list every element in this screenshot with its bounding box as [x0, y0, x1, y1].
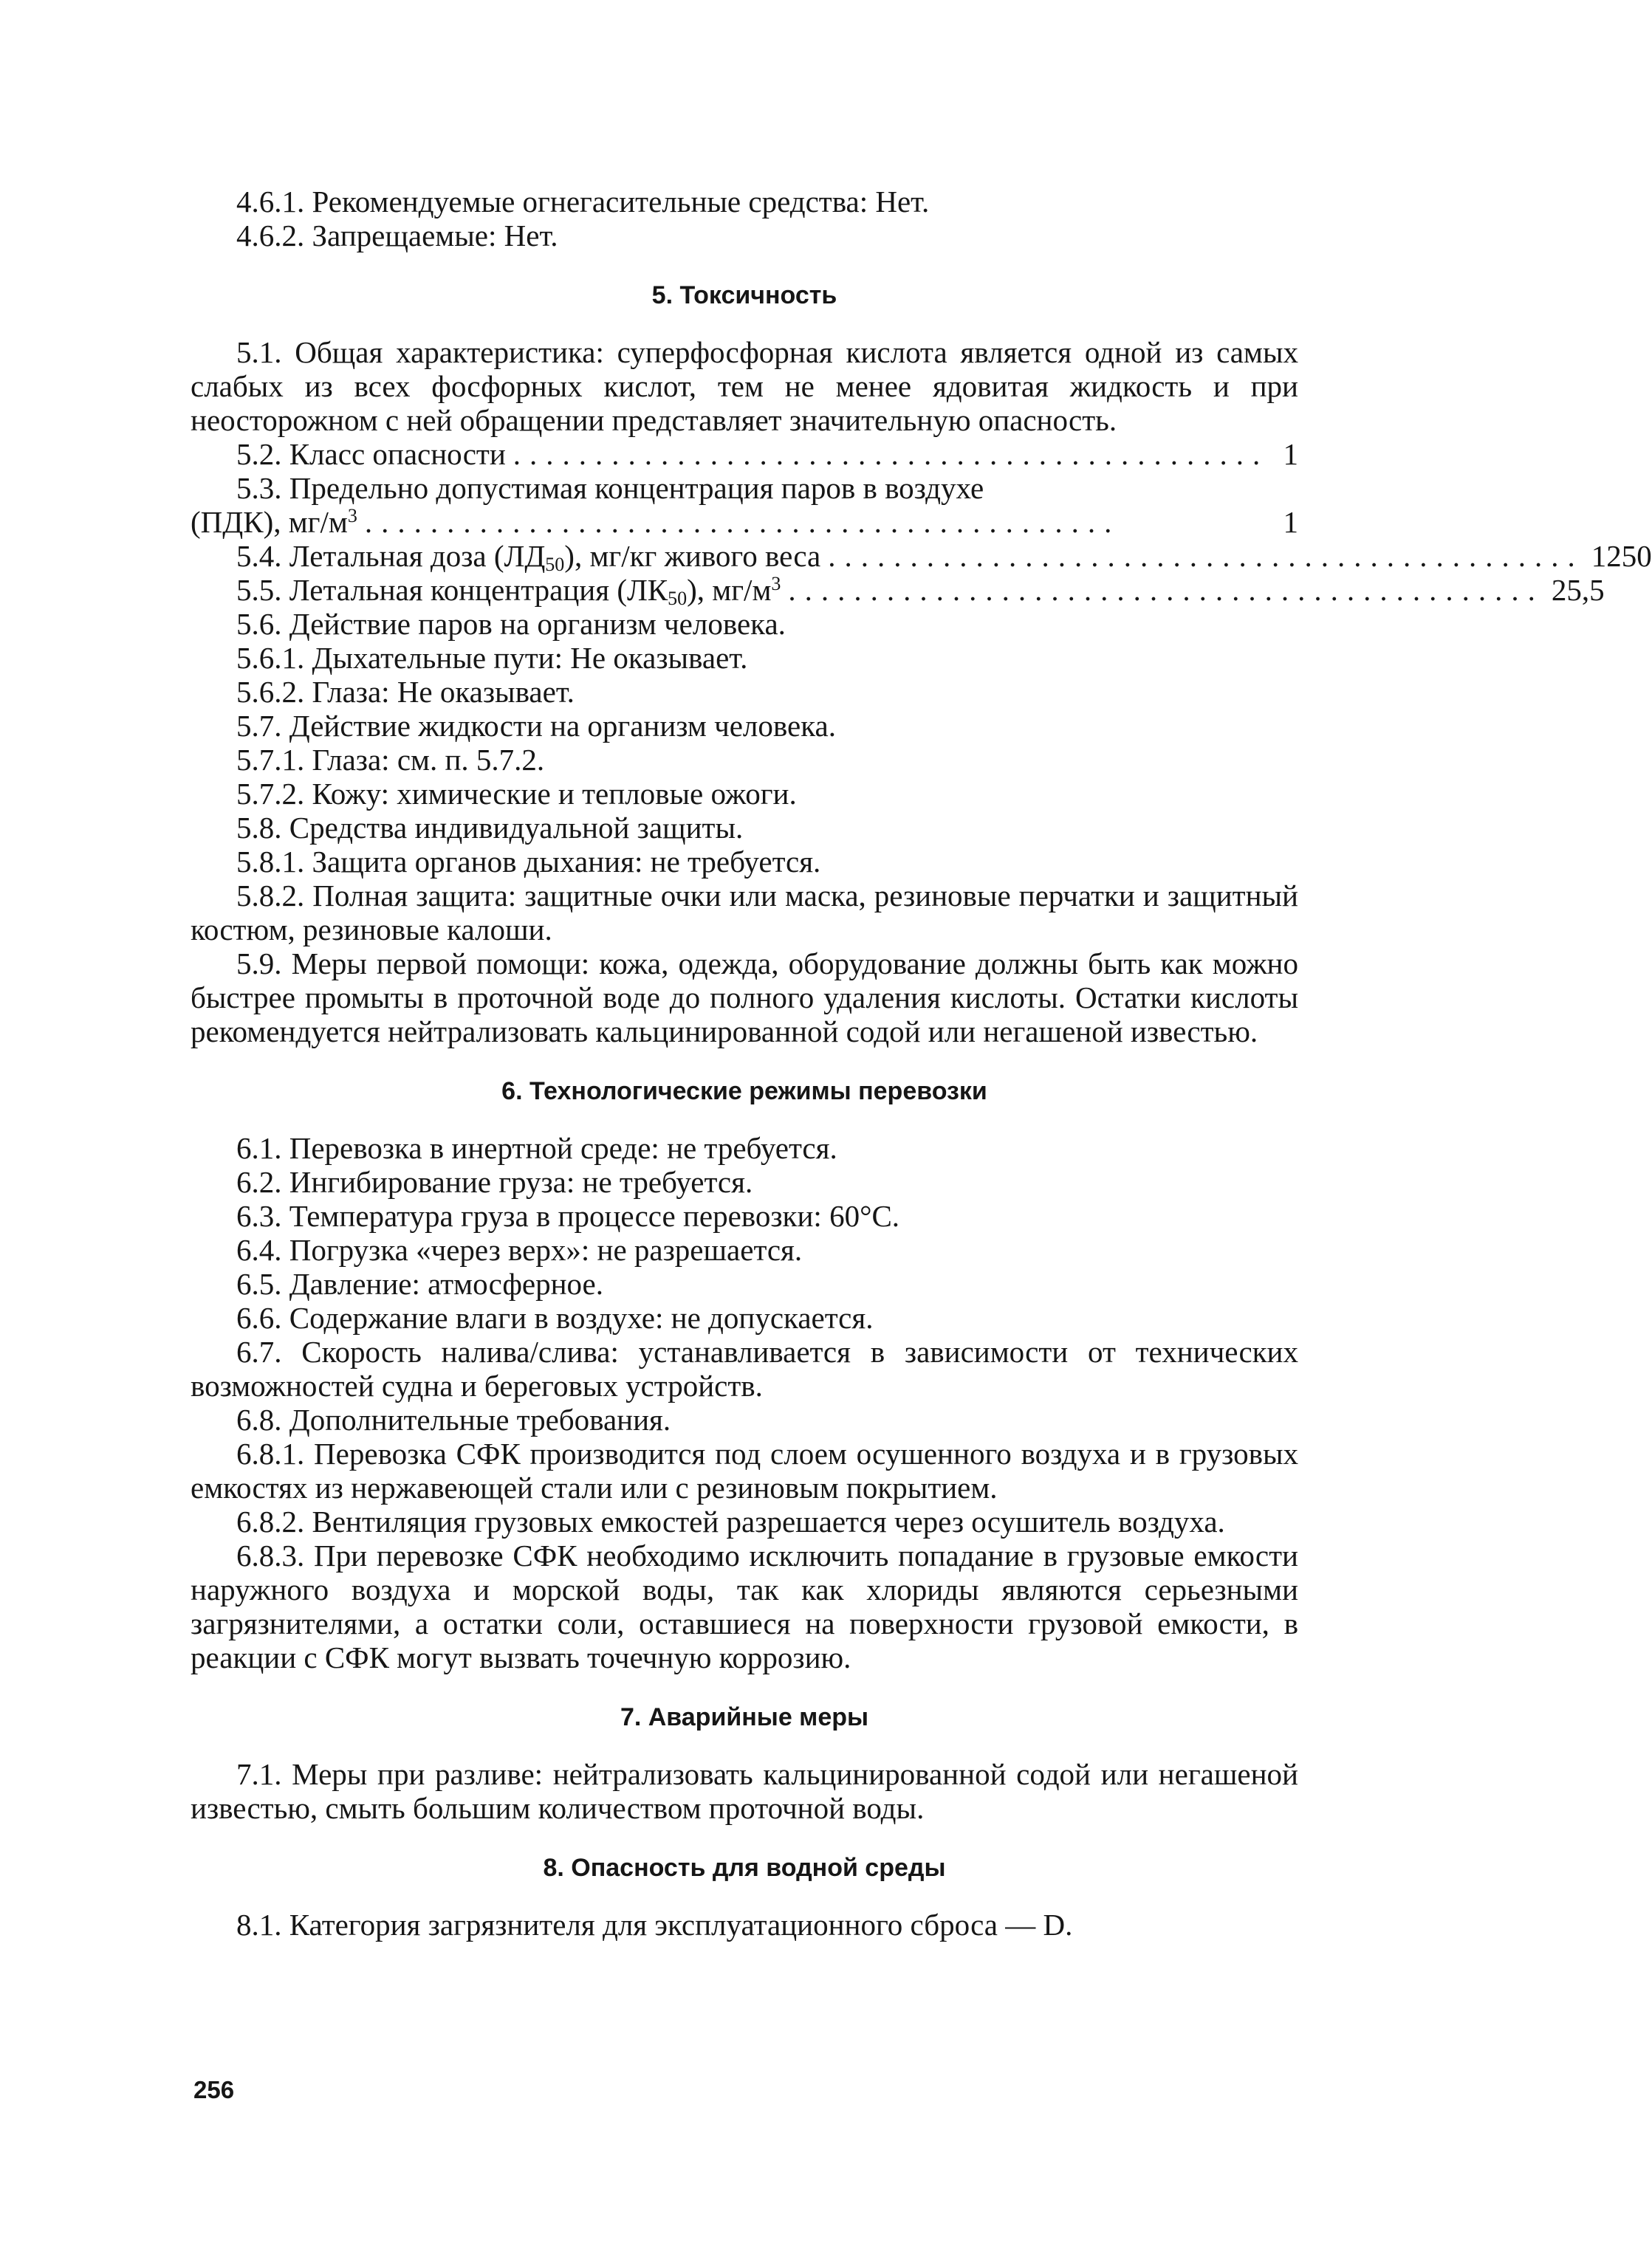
item-5-2-label: 5.2. Класс опасности — [236, 437, 506, 471]
item-4-6-2: 4.6.2. Запрещаемые: Нет. — [236, 219, 558, 252]
item-5-2 — [191, 437, 1298, 471]
item-5-5 — [191, 573, 1605, 609]
item-6-5: 6.5. Давление: атмосферное. — [236, 1267, 603, 1301]
item-6-8-3: 6.8.3. При перевозке СФК необходимо исключить попадание в грузовые емкости наружного воздуха и морской воды, так как хлориды являются серьезными загрязнителями, а остатки соли, оставшиеся на поверхности грузовой емкости, в реакции с СФК могут вызвать точечную коррозию. — [191, 1539, 1298, 1674]
page-body — [191, 185, 1652, 1942]
item-5-8-1: 5.8.1. Защита органов дыхания: не требуется. — [236, 845, 821, 879]
item-8-1: 8.1. Категория загрязнителя для эксплуатационного сброса — D. — [236, 1908, 1073, 1942]
item-5-1: 5.1. Общая характеристика: суперфосфорная кислота является одной из самых слабых из всех фосфорных кислот, тем не менее ядовитая жидкость и при неосторожном с ней обращении представляет значительную опасность. — [191, 335, 1298, 437]
item-5-6-2: 5.6.2. Глаза: Не оказывает. — [236, 675, 575, 709]
leader-dots: .............................................. — [828, 539, 1584, 573]
item-5-7-1: 5.7.1. Глаза: см. п. 5.7.2. — [236, 743, 545, 777]
item-5-4-value: 1250 — [1591, 539, 1652, 573]
item-6-1: 6.1. Перевозка в инертной среде: не требуется. — [236, 1131, 837, 1165]
item-5-4 — [191, 539, 1652, 575]
leader-dots: .............................................. — [364, 505, 1121, 539]
item-6-8: 6.8. Дополнительные требования. — [236, 1403, 671, 1437]
item-5-8: 5.8. Средства индивидуальной защиты. — [236, 811, 744, 845]
item-6-7: 6.7. Скорость налива/слива: устанавливается в зависимости от технических возможностей судна и береговых устройств. — [191, 1335, 1298, 1403]
item-5-8-2: 5.8.2. Полная защита: защитные очки или маска, резиновые перчатки и защитный костюм, резиновые калоши. — [191, 879, 1298, 946]
item-5-3-line1: 5.3. Предельно допустимая концентрация паров в воздухе — [236, 471, 984, 505]
item-5-9: 5.9. Меры первой помощи: кожа, одежда, оборудование должны быть как можно быстрее промыты в проточной воде до полного удаления кислоты. Остатки кислоты рекомендуется нейтрализовать кальцинированной содой или негашеной известью. — [191, 946, 1298, 1048]
item-5-3-label: (ПДК), $мг/м^3$ — [191, 505, 357, 539]
item-6-8-2: 6.8.2. Вентиляция грузовых емкостей разрешается через осушитель воздуха. — [236, 1505, 1225, 1539]
leader-dots: .............................................. — [788, 573, 1544, 607]
page-number: 256 — [193, 2076, 235, 2103]
item-5-3 — [191, 505, 1298, 539]
leader-dots: .............................................. — [513, 437, 1269, 471]
item-5-5-value: 25,5 — [1551, 573, 1605, 607]
item-6-6: 6.6. Содержание влаги в воздухе: не допускается. — [236, 1301, 874, 1335]
item-5-7-2: 5.7.2. Кожу: химические и тепловые ожоги. — [236, 777, 797, 811]
item-6-2: 6.2. Ингибирование груза: не требуется. — [236, 1165, 753, 1199]
item-5-6: 5.6. Действие паров на организм человека. — [236, 607, 786, 641]
item-5-6-1: 5.6.1. Дыхательные пути: Не оказывает. — [236, 641, 748, 675]
heading-section-6: 6. Технологические режимы перевозки — [501, 1077, 987, 1105]
item-5-3-value: 1 — [1283, 505, 1298, 539]
item-4-6-1: 4.6.1. Рекомендуемые огнегасительные средства: Нет. — [236, 185, 930, 219]
item-6-4: 6.4. Погрузка «через верх»: не разрешается. — [236, 1233, 803, 1267]
heading-section-7: 7. Аварийные меры — [620, 1703, 869, 1731]
item-5-2-value: 1 — [1283, 437, 1298, 471]
item-6-8-1: 6.8.1. Перевозка СФК производится под слоем осушенного воздуха и в грузовых емкостях из нержавеющей стали или с резиновым покрытием. — [191, 1437, 1298, 1505]
item-7-1: 7.1. Меры при разливе: нейтрализовать кальцинированной содой или негашеной известью, смыть большим количеством проточной воды. — [191, 1757, 1298, 1825]
item-6-3: 6.3. Температура груза в процессе перевозки: 60°С. — [236, 1199, 900, 1233]
item-5-5-label: 5.5. Летальная концентрация $(ЛК_{50})$, $мг/м^3$ — [236, 573, 781, 609]
heading-section-8: 8. Опасность для водной среды — [543, 1854, 946, 1882]
heading-section-5: 5. Токсичность — [651, 281, 837, 309]
item-5-7: 5.7. Действие жидкости на организм человека. — [236, 709, 836, 743]
item-5-4-label: 5.4. Летальная доза $(ЛД_{50})$, мг/кг живого веса — [236, 539, 821, 575]
